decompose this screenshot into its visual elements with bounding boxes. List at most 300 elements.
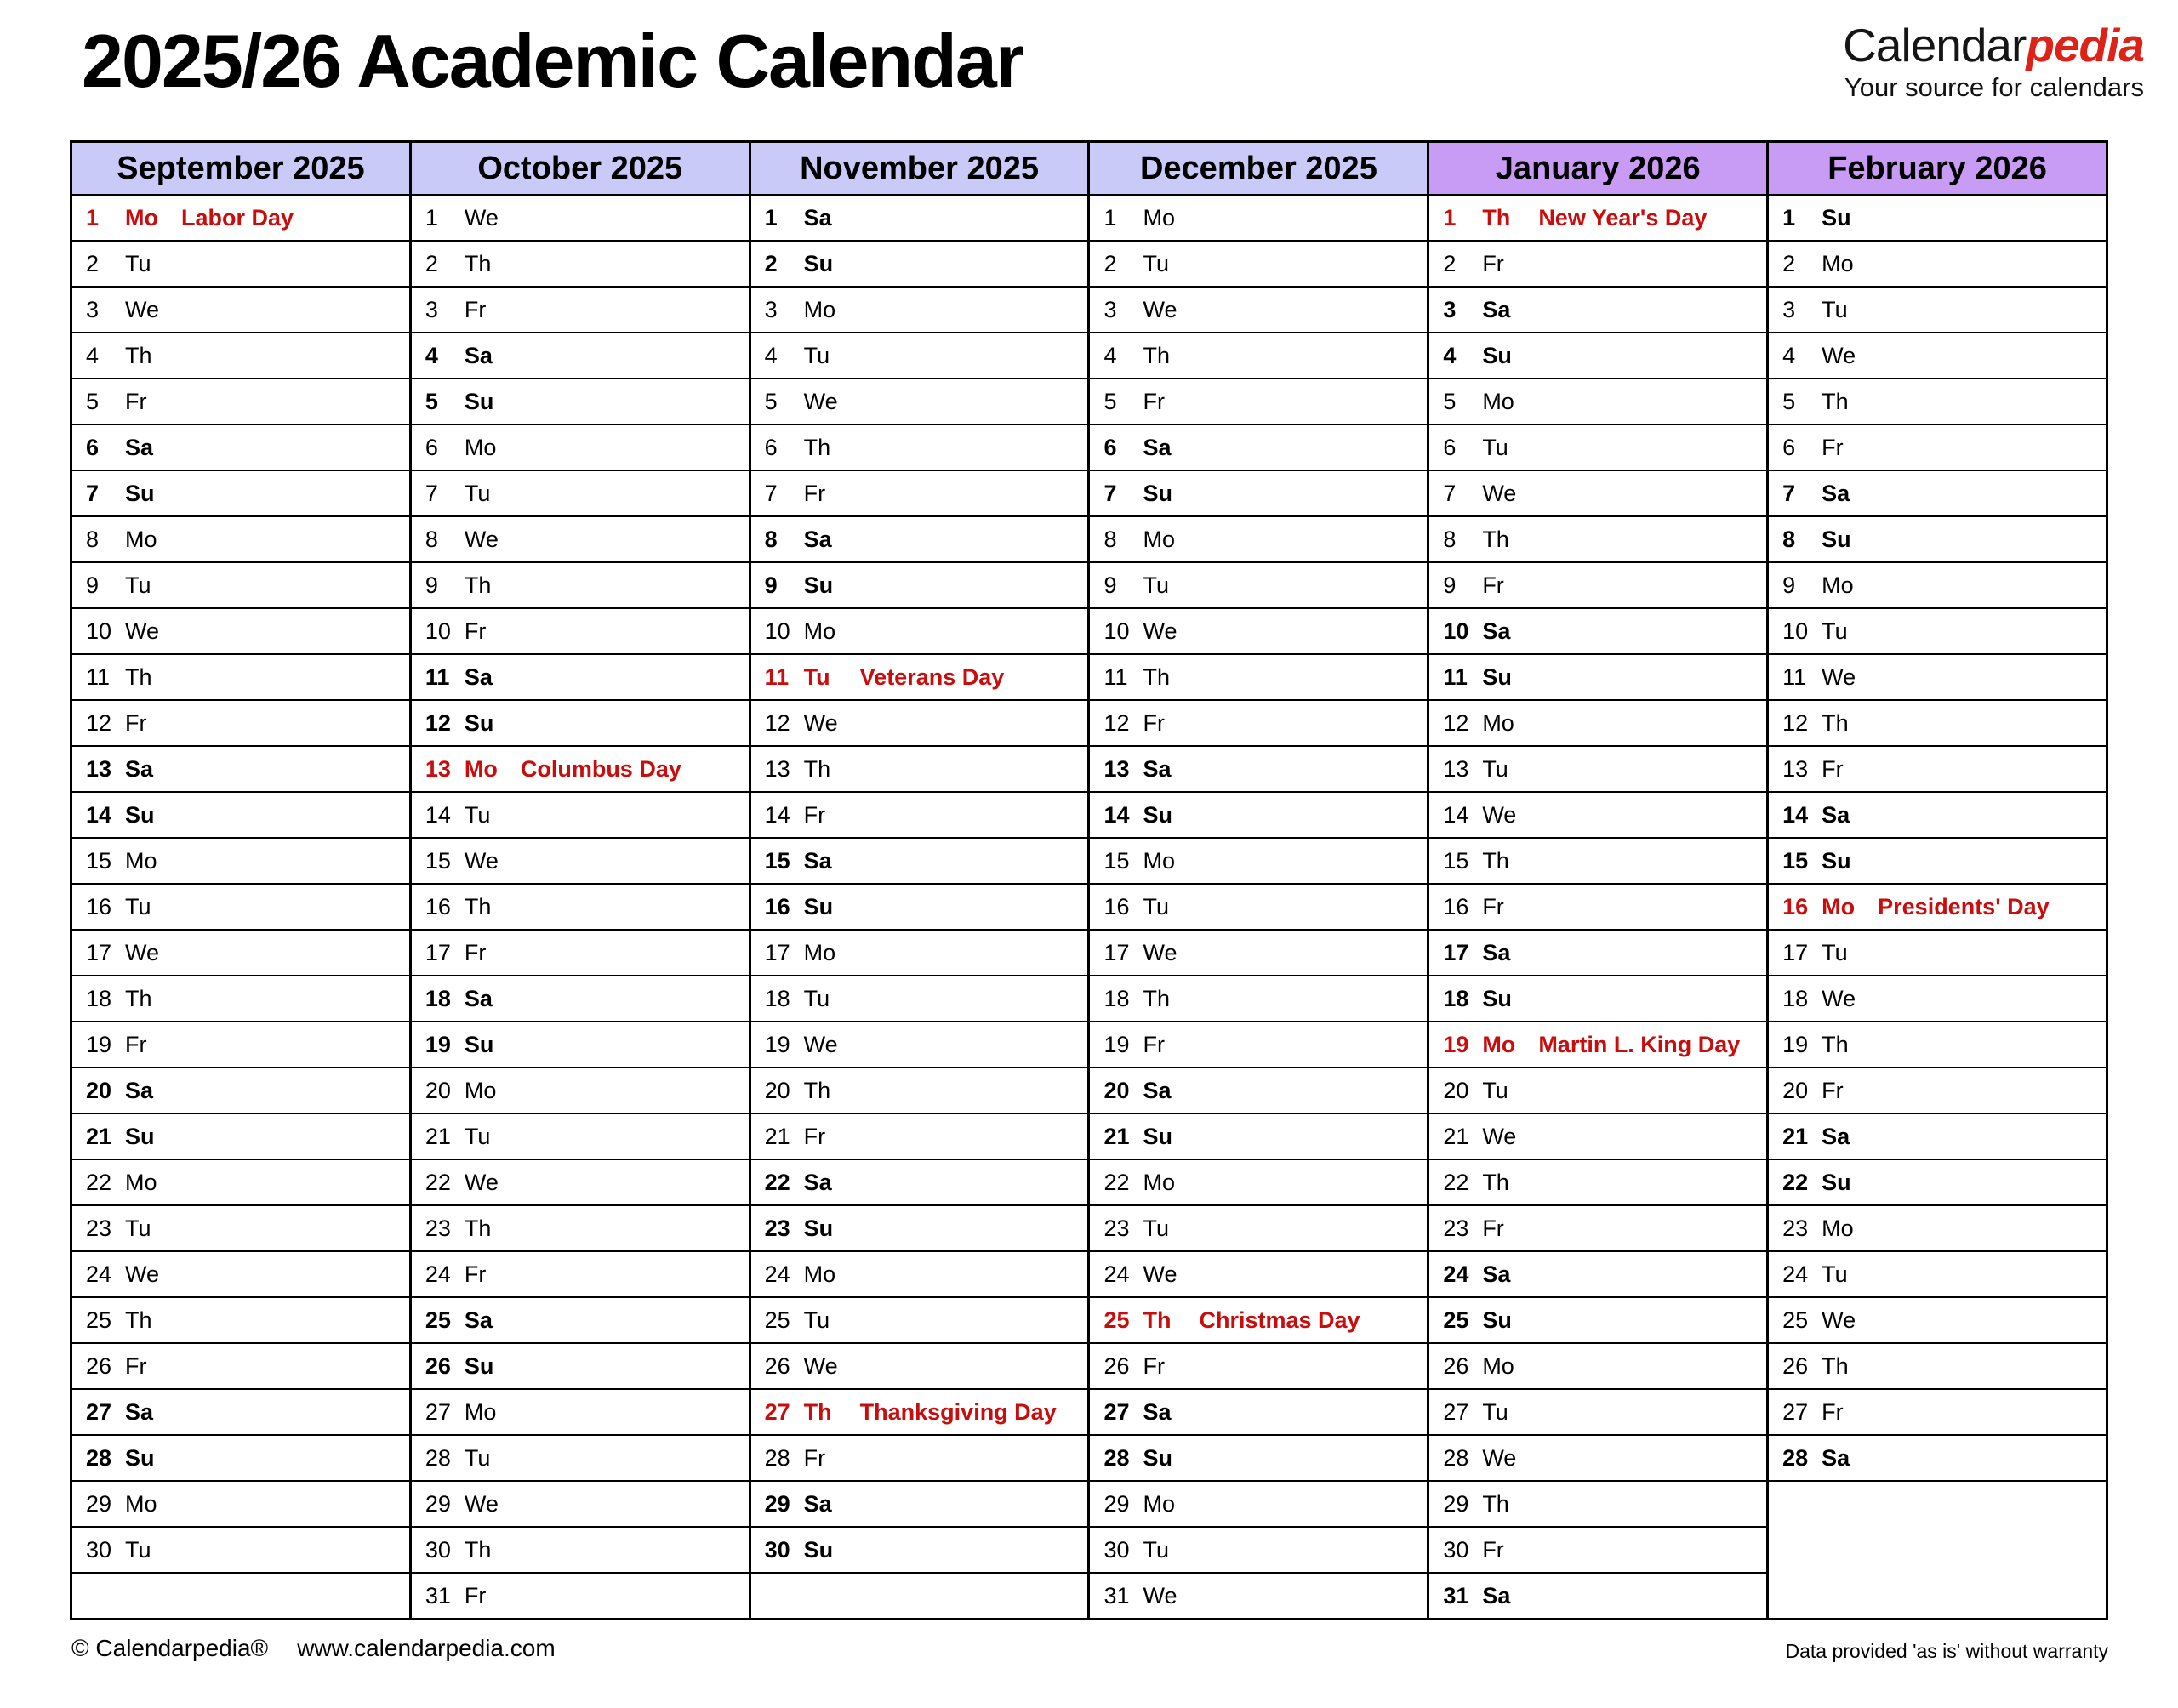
day-number: 25: [425, 1307, 451, 1333]
day-cell: [1768, 516, 2107, 562]
weekday-abbrev: Fr: [1822, 755, 1844, 782]
weekday-abbrev: Su: [125, 801, 155, 828]
day-number: 27: [1443, 1398, 1469, 1425]
holiday-label: Labor Day: [181, 204, 294, 231]
weekday-abbrev: We: [1822, 663, 1856, 690]
day-cell: [71, 1297, 411, 1343]
day-cell: [750, 1251, 1089, 1297]
weekday-abbrev: Sa: [1482, 1582, 1511, 1608]
day-cell: [71, 1159, 411, 1205]
day-cell: [1428, 1343, 1768, 1389]
day-number: 1: [1443, 204, 1457, 231]
weekday-abbrev: Fr: [464, 618, 487, 644]
calendar-row: [71, 1251, 2107, 1297]
weekday-abbrev: Fr: [464, 939, 487, 965]
day-cell: [410, 1022, 750, 1068]
weekday-abbrev: Th: [1482, 1169, 1509, 1195]
day-number: 20: [425, 1077, 451, 1103]
day-number: 4: [425, 342, 438, 368]
weekday-abbrev: Th: [464, 572, 492, 598]
weekday-abbrev: Su: [1482, 342, 1512, 368]
day-number: 16: [86, 893, 112, 919]
day-number: 2: [1443, 250, 1457, 276]
calendar-row: [71, 1022, 2107, 1068]
day-cell: [1428, 1251, 1768, 1297]
day-cell: [410, 1343, 750, 1389]
weekday-abbrev: Th: [1482, 1490, 1509, 1517]
day-number: 2: [764, 250, 778, 276]
day-cell: [1089, 700, 1428, 746]
day-cell: [750, 516, 1089, 562]
day-cell: [750, 608, 1089, 654]
day-cell: [1768, 700, 2107, 746]
day-cell: [1428, 838, 1768, 884]
day-cell: [1768, 746, 2107, 792]
day-number: 23: [764, 1215, 790, 1241]
day-number: 20: [86, 1077, 112, 1103]
calendar-row: [71, 1435, 2107, 1481]
empty-cell: [750, 1573, 1089, 1620]
weekday-abbrev: Fr: [1822, 1398, 1844, 1425]
weekday-abbrev: Th: [1822, 388, 1849, 414]
weekday-abbrev: Tu: [803, 663, 830, 690]
weekday-abbrev: Fr: [1482, 1536, 1504, 1563]
day-cell: [1768, 562, 2107, 608]
weekday-abbrev: Sa: [803, 1490, 832, 1517]
day-number: 9: [1103, 572, 1117, 598]
weekday-abbrev: Su: [1143, 1123, 1172, 1149]
weekday-abbrev: Fr: [464, 296, 487, 322]
weekday-abbrev: Tu: [1482, 1077, 1508, 1103]
weekday-abbrev: Mo: [464, 434, 497, 460]
day-cell: [1768, 1435, 2107, 1481]
day-number: 10: [1103, 618, 1130, 644]
weekday-abbrev: Su: [464, 1352, 494, 1379]
weekday-abbrev: Mo: [1822, 1215, 1854, 1241]
day-cell: [750, 1435, 1089, 1481]
day-cell: [410, 333, 750, 379]
weekday-abbrev: Mo: [1822, 893, 1856, 919]
day-number: 5: [1443, 388, 1457, 414]
day-number: 17: [764, 939, 790, 965]
weekday-abbrev: Tu: [1482, 434, 1508, 460]
weekday-abbrev: Mo: [803, 939, 836, 965]
day-cell: [1089, 884, 1428, 930]
holiday-cell: [750, 1389, 1089, 1435]
day-cell: [1428, 1205, 1768, 1251]
day-cell: [1428, 746, 1768, 792]
day-cell: [1428, 333, 1768, 379]
weekday-abbrev: Th: [125, 342, 152, 368]
weekday-abbrev: We: [1482, 1123, 1517, 1149]
day-cell: [410, 1435, 750, 1481]
day-cell: [1768, 287, 2107, 333]
day-cell: [1089, 608, 1428, 654]
empty-cell: [1768, 1481, 2107, 1620]
day-number: 10: [764, 618, 790, 644]
weekday-abbrev: Fr: [1143, 709, 1165, 736]
day-number: 18: [764, 985, 790, 1011]
day-number: 27: [1103, 1398, 1130, 1425]
day-cell: [1428, 1297, 1768, 1343]
weekday-abbrev: Sa: [803, 526, 832, 552]
weekday-abbrev: Tu: [125, 572, 151, 598]
day-cell: [1768, 1205, 2107, 1251]
month-header-september-2025: September 2025: [71, 142, 411, 196]
weekday-abbrev: Mo: [1482, 388, 1514, 414]
calendar-row: [71, 1159, 2107, 1205]
logo-text-red: pedia: [2026, 19, 2144, 71]
calendar-table: [70, 140, 2108, 1620]
day-cell: [410, 608, 750, 654]
day-cell: [71, 792, 411, 838]
calendar-row: [71, 1389, 2107, 1435]
day-number: 25: [764, 1307, 790, 1333]
day-number: 21: [1443, 1123, 1469, 1149]
day-cell: [410, 654, 750, 700]
weekday-abbrev: Su: [125, 1444, 155, 1471]
holiday-label: Columbus Day: [520, 755, 681, 782]
weekday-abbrev: Th: [464, 893, 492, 919]
weekday-abbrev: Sa: [125, 434, 154, 460]
day-number: 13: [425, 755, 451, 782]
day-number: 3: [764, 296, 778, 322]
day-number: 3: [1443, 296, 1457, 322]
weekday-abbrev: Tu: [1822, 296, 1848, 322]
day-number: 14: [1443, 801, 1469, 828]
weekday-abbrev: Sa: [125, 1398, 154, 1425]
day-number: 11: [1443, 663, 1468, 690]
logo-text-black: Calendar: [1843, 19, 2027, 71]
day-cell: [410, 1159, 750, 1205]
day-number: 24: [1782, 1261, 1809, 1287]
weekday-abbrev: Fr: [1822, 434, 1844, 460]
day-cell: [1089, 1068, 1428, 1113]
day-cell: [750, 195, 1089, 241]
day-cell: [71, 1113, 411, 1159]
day-number: 11: [1782, 663, 1807, 690]
day-cell: [1428, 379, 1768, 424]
day-cell: [1768, 608, 2107, 654]
day-number: 24: [764, 1261, 790, 1287]
day-number: 2: [86, 250, 100, 276]
day-cell: [1089, 1159, 1428, 1205]
month-header-november-2025: November 2025: [750, 142, 1089, 196]
weekday-abbrev: Th: [1822, 1352, 1849, 1379]
weekday-abbrev: Fr: [1143, 388, 1165, 414]
day-number: 22: [764, 1169, 790, 1195]
weekday-abbrev: Tu: [125, 1536, 151, 1563]
day-cell: [71, 470, 411, 516]
day-number: 24: [1103, 1261, 1130, 1287]
weekday-abbrev: Th: [1143, 342, 1170, 368]
day-number: 5: [1103, 388, 1117, 414]
day-cell: [410, 1573, 750, 1620]
weekday-abbrev: Th: [1143, 663, 1170, 690]
day-number: 26: [86, 1352, 112, 1379]
day-number: 15: [1443, 847, 1469, 874]
calendar-row: [71, 838, 2107, 884]
day-cell: [1428, 470, 1768, 516]
holiday-label: Thanksgiving Day: [859, 1398, 1057, 1425]
day-cell: [1768, 470, 2107, 516]
day-number: 12: [1443, 709, 1469, 736]
calendar-row: [71, 792, 2107, 838]
weekday-abbrev: Sa: [125, 1077, 154, 1103]
day-cell: [750, 1068, 1089, 1113]
weekday-abbrev: Fr: [803, 1444, 826, 1471]
calendar-row: [71, 287, 2107, 333]
weekday-abbrev: Tu: [803, 342, 830, 368]
day-number: 5: [86, 388, 100, 414]
day-number: 23: [1782, 1215, 1809, 1241]
weekday-abbrev: Tu: [464, 1444, 491, 1471]
empty-cell: [71, 1573, 411, 1620]
calendar-row: [71, 976, 2107, 1022]
day-number: 31: [1443, 1582, 1469, 1608]
day-number: 30: [86, 1536, 112, 1563]
day-number: 22: [86, 1169, 112, 1195]
day-cell: [1428, 1527, 1768, 1573]
day-cell: [750, 379, 1089, 424]
day-number: 19: [1443, 1031, 1469, 1057]
calendar-row: [71, 562, 2107, 608]
day-number: 23: [86, 1215, 112, 1241]
day-cell: [1428, 1068, 1768, 1113]
day-number: 29: [425, 1490, 451, 1517]
day-number: 11: [425, 663, 450, 690]
day-cell: [71, 333, 411, 379]
day-number: 3: [425, 296, 438, 322]
weekday-abbrev: Mo: [1482, 1352, 1514, 1379]
day-cell: [410, 516, 750, 562]
day-number: 6: [86, 434, 100, 460]
day-number: 12: [1782, 709, 1809, 736]
weekday-abbrev: Th: [1143, 985, 1170, 1011]
day-number: 9: [1443, 572, 1457, 598]
weekday-abbrev: Th: [1482, 526, 1509, 552]
weekday-abbrev: Mo: [803, 296, 836, 322]
holiday-cell: [750, 654, 1089, 700]
day-cell: [1428, 1573, 1768, 1620]
day-cell: [1768, 654, 2107, 700]
day-number: 16: [1443, 893, 1469, 919]
day-cell: [1768, 1068, 2107, 1113]
day-cell: [71, 562, 411, 608]
weekday-abbrev: Th: [803, 1077, 831, 1103]
weekday-abbrev: Mo: [125, 847, 157, 874]
day-number: 15: [1103, 847, 1130, 874]
day-number: 18: [1443, 985, 1469, 1011]
day-number: 4: [764, 342, 778, 368]
day-number: 19: [1103, 1031, 1130, 1057]
day-number: 17: [425, 939, 451, 965]
weekday-abbrev: Su: [803, 893, 834, 919]
day-cell: [410, 470, 750, 516]
calendar-row: [71, 1205, 2107, 1251]
day-cell: [750, 1113, 1089, 1159]
day-number: 16: [1103, 893, 1130, 919]
day-cell: [1089, 1481, 1428, 1527]
weekday-abbrev: Th: [803, 434, 831, 460]
day-cell: [1428, 1113, 1768, 1159]
day-cell: [1768, 1389, 2107, 1435]
website-url[interactable]: www.calendarpedia.com: [297, 1635, 556, 1661]
weekday-abbrev: Th: [464, 1536, 492, 1563]
day-cell: [750, 976, 1089, 1022]
weekday-abbrev: Sa: [1143, 434, 1172, 460]
day-number: 7: [1443, 480, 1457, 506]
day-cell: [750, 333, 1089, 379]
calendar-row: [71, 379, 2107, 424]
day-cell: [1089, 1113, 1428, 1159]
day-number: 5: [1782, 388, 1796, 414]
weekday-abbrev: Fr: [125, 388, 147, 414]
day-number: 14: [1782, 801, 1809, 828]
day-cell: [1768, 838, 2107, 884]
weekday-abbrev: Su: [1482, 1307, 1512, 1333]
day-cell: [71, 930, 411, 976]
weekday-abbrev: Sa: [1143, 1077, 1172, 1103]
weekday-abbrev: Mo: [1482, 709, 1514, 736]
day-number: 20: [1103, 1077, 1130, 1103]
weekday-abbrev: We: [803, 388, 838, 414]
day-number: 16: [764, 893, 790, 919]
calendar-row: [71, 516, 2107, 562]
day-cell: [1768, 930, 2107, 976]
day-cell: [71, 1251, 411, 1297]
day-number: 29: [764, 1490, 790, 1517]
day-cell: [1089, 1527, 1428, 1573]
weekday-abbrev: Fr: [125, 1352, 147, 1379]
day-number: 25: [1782, 1307, 1809, 1333]
day-number: 8: [86, 526, 100, 552]
calendar-row: [71, 746, 2107, 792]
month-header-january-2026: January 2026: [1428, 142, 1768, 196]
holiday-cell: [1428, 1022, 1768, 1068]
day-number: 20: [764, 1077, 790, 1103]
weekday-abbrev: Tu: [803, 985, 830, 1011]
calendar-row: [71, 1113, 2107, 1159]
weekday-abbrev: We: [803, 709, 838, 736]
calendar-row: [71, 884, 2107, 930]
weekday-abbrev: We: [125, 618, 160, 644]
day-number: 1: [1782, 204, 1796, 231]
day-cell: [750, 1022, 1089, 1068]
day-cell: [71, 1068, 411, 1113]
holiday-cell: [410, 746, 750, 792]
weekday-abbrev: Fr: [803, 480, 826, 506]
day-cell: [750, 1527, 1089, 1573]
weekday-abbrev: Mo: [125, 1490, 157, 1517]
day-number: 3: [86, 296, 100, 322]
day-number: 12: [1103, 709, 1130, 736]
day-number: 27: [1782, 1398, 1809, 1425]
weekday-abbrev: Th: [1822, 709, 1849, 736]
weekday-abbrev: Sa: [1822, 1123, 1850, 1149]
day-cell: [410, 241, 750, 287]
weekday-abbrev: We: [1143, 296, 1177, 322]
day-cell: [71, 1022, 411, 1068]
day-cell: [1089, 838, 1428, 884]
day-number: 14: [764, 801, 790, 828]
day-number: 24: [1443, 1261, 1469, 1287]
weekday-abbrev: Sa: [464, 342, 493, 368]
day-cell: [1768, 1343, 2107, 1389]
day-cell: [750, 1481, 1089, 1527]
weekday-abbrev: Mo: [1143, 526, 1175, 552]
day-number: 12: [86, 709, 112, 736]
weekday-abbrev: Tu: [1822, 1261, 1848, 1287]
day-cell: [1428, 1159, 1768, 1205]
weekday-abbrev: Tu: [1143, 1536, 1169, 1563]
weekday-abbrev: Mo: [464, 1398, 497, 1425]
day-number: 25: [1103, 1307, 1130, 1333]
day-number: 8: [425, 526, 438, 552]
day-cell: [750, 241, 1089, 287]
day-number: 23: [425, 1215, 451, 1241]
day-cell: [1089, 1343, 1428, 1389]
weekday-abbrev: We: [1822, 985, 1856, 1011]
day-number: 26: [764, 1352, 790, 1379]
calendar-row: [71, 241, 2107, 287]
day-number: 2: [1103, 250, 1117, 276]
day-number: 8: [1443, 526, 1457, 552]
day-number: 21: [86, 1123, 112, 1149]
day-number: 19: [86, 1031, 112, 1057]
day-number: 21: [425, 1123, 451, 1149]
day-cell: [750, 884, 1089, 930]
day-cell: [71, 700, 411, 746]
holiday-label: New Year's Day: [1538, 204, 1708, 231]
weekday-abbrev: Tu: [125, 893, 151, 919]
weekday-abbrev: Fr: [1482, 572, 1504, 598]
weekday-abbrev: Th: [464, 1215, 492, 1241]
day-cell: [410, 379, 750, 424]
day-cell: [71, 1205, 411, 1251]
day-number: 27: [764, 1398, 790, 1425]
holiday-cell: [71, 195, 411, 241]
day-cell: [410, 1068, 750, 1113]
day-cell: [1428, 976, 1768, 1022]
day-cell: [410, 1251, 750, 1297]
weekday-abbrev: Sa: [464, 1307, 493, 1333]
weekday-abbrev: We: [125, 939, 160, 965]
day-number: 14: [425, 801, 451, 828]
day-number: 14: [1103, 801, 1130, 828]
weekday-abbrev: We: [1482, 1444, 1517, 1471]
weekday-abbrev: Fr: [464, 1582, 487, 1608]
day-number: 24: [86, 1261, 112, 1287]
day-number: 18: [1103, 985, 1130, 1011]
weekday-abbrev: Th: [803, 755, 831, 782]
weekday-abbrev: Su: [1143, 1444, 1172, 1471]
day-cell: [1428, 608, 1768, 654]
day-number: 26: [1782, 1352, 1809, 1379]
weekday-abbrev: Su: [464, 709, 494, 736]
logo-tagline: Your source for calendars: [1844, 72, 2144, 102]
day-number: 29: [1103, 1490, 1130, 1517]
weekday-abbrev: Tu: [1482, 755, 1508, 782]
weekday-abbrev: Sa: [1822, 801, 1850, 828]
weekday-abbrev: Sa: [1482, 939, 1511, 965]
day-number: 7: [86, 480, 100, 506]
day-number: 26: [425, 1352, 451, 1379]
day-number: 4: [1782, 342, 1796, 368]
day-cell: [1428, 792, 1768, 838]
weekday-abbrev: Sa: [464, 663, 493, 690]
day-number: 15: [764, 847, 790, 874]
